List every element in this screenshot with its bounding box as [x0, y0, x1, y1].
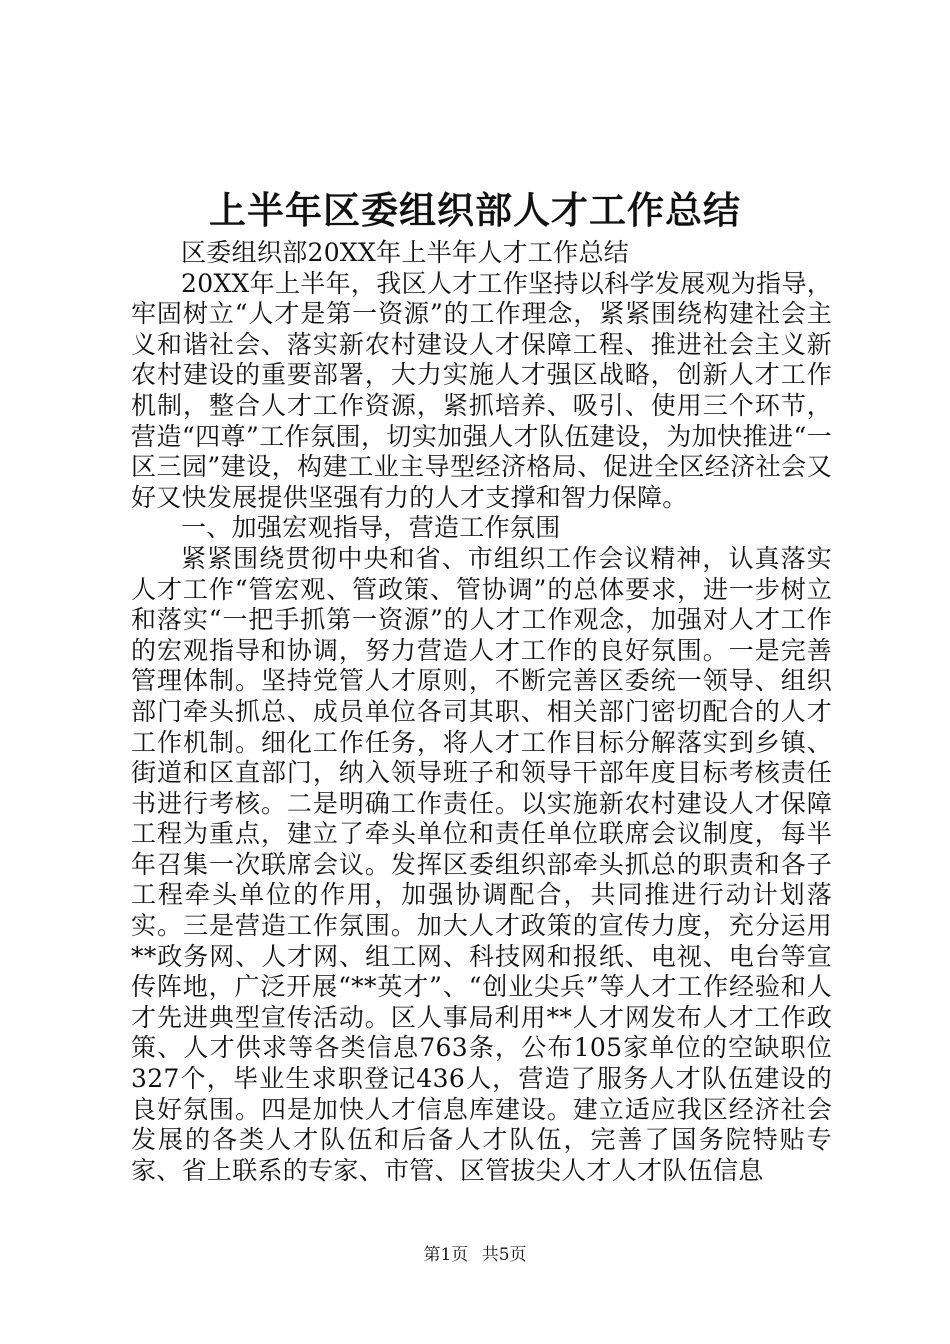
page-total: 共5页	[481, 1245, 527, 1265]
document-body	[131, 238, 832, 1186]
document-title: 上半年区委组织部人才工作总结	[209, 188, 741, 232]
intro-paragraph: 20XX年上半年，我区人才工作坚持以科学发展观为指导，牢固树立“人才是第一资源”的工作理念，紧紧围绕构建社会主义和谐社会、落实新农村建设人才保障工程、推进社会主义新农村建设的重要部署，大力实施人才强区战略，创新人才工作机制，整合人才工作资源，紧抓培养、吸引、使用三个环节，营造“四尊”工作氛围，切实加强人才队伍建设，为加快推进“一区三园”建设，构建工业主导型经济格局、促进全区经济社会又好又快发展提供坚强有力的人才支撑和智力保障。	[131, 268, 832, 512]
section-heading: 一、加强宏观指导，营造工作氛围	[181, 513, 561, 543]
page-number: 第1页	[423, 1245, 469, 1265]
subtitle-paragraph: 区委组织部20XX年上半年人才工作总结	[181, 238, 630, 267]
section-paragraph: 紧紧围绕贯彻中央和省、市组织工作会议精神，认真落实人才工作“管宏观、管政策、管协调”的总体要求，进一步树立和落实“一把手抓第一资源”的人才工作观念，加强对人才工作的宏观指导和协调，努力营造人才工作的良好氛围。一是完善管理体制。坚持党管人才原则，不断完善区委统一领导、组织部门牵头抓总、成员单位各司其职、相关部门密切配合的人才工作机制。细化工作任务，将人才工作目标分解落实到乡镇、街道和区直部门，纳入领导班子和领导干部年度目标考核责任书进行考核。二是明确工作责任。以实施新农村建设人才保障工程为重点，建立了牵头单位和责任单位联席会议制度，每半年召集一次联席会议。发挥区委组织部牵头抓总的职责和各子工程牵头单位的作用，加强协调配合，共同推进行动计划落实。三是营造工作氛围。加大人才政策的宣传力度，充分运用**政务网、人才网、组工网、科技网和报纸、电视、电台等宣传阵地，广泛开展“**英才”、“创业尖兵”等人才工作经验和人才先进典型宣传活动。区人事局利用**人才网发布人才工作政策、人才供求等各类信息763条，公布105家单位的空缺职位327个，毕业生求职登记436人，营造了服务人才队伍建设的良好氛围。四是加快人才信息库建设。建立适应我区经济社会发展的各类人才队伍和后备人才队伍，完善了国务院特贴专家、省上联系的专家、市管、区管拔尖人才人才队伍信息	[131, 543, 832, 1185]
page-footer	[0, 1244, 950, 1266]
